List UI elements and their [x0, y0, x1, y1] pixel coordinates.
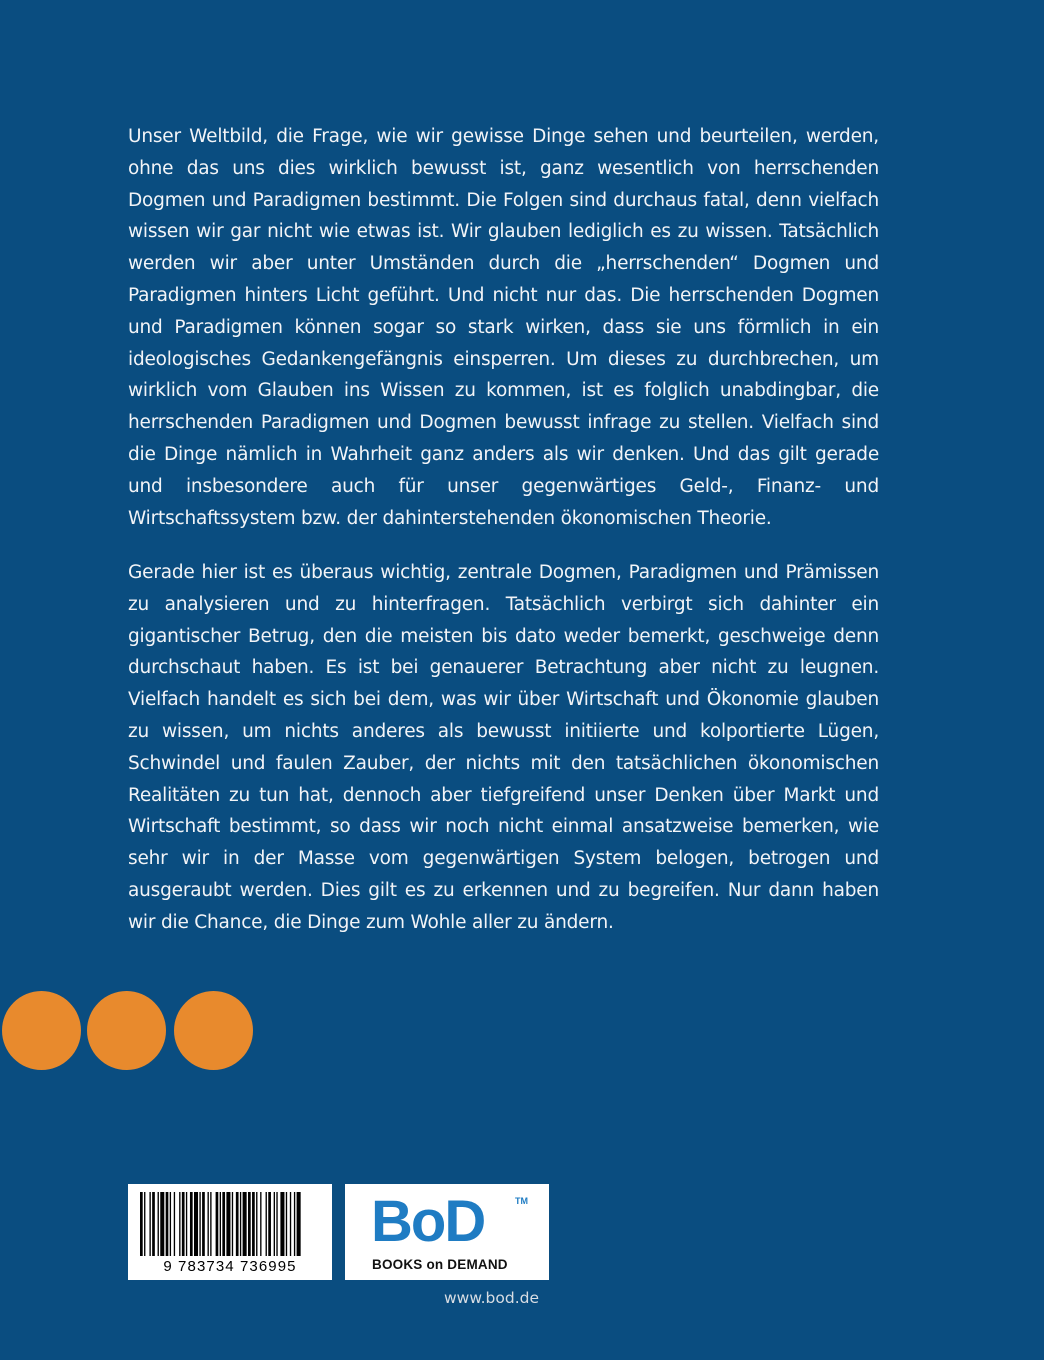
text-line: ohne das uns dies wirklich bewusst ist, ganz wesentlich von herrschenden: [128, 157, 879, 179]
text-line: gigantischer Betrug, den die meisten bis dato weder bemerkt, geschweige denn: [128, 625, 879, 647]
website-url: www.bod.de: [444, 1289, 539, 1307]
text-line: zu analysieren und zu hinterfragen. Tatsächlich verbirgt sich dahinter ein: [128, 593, 879, 615]
blurb-paragraph-1: [128, 121, 879, 534]
publisher-logo: [345, 1184, 549, 1280]
text-line: Wirtschaftssystem bzw. der dahinterstehenden ökonomischen Theorie.: [128, 507, 772, 529]
text-line: Realitäten zu tun hat, dennoch aber tiefgreifend unser Denken über Markt und: [128, 784, 879, 806]
logo-wordmark: BoD: [371, 1189, 485, 1254]
text-line: durchschaut haben. Es ist bei genauerer Betrachtung aber nicht zu leugnen.: [128, 657, 879, 679]
logo-trademark: TM: [515, 1196, 528, 1206]
text-line: und Paradigmen können sogar so stark wirken, dass sie uns förmlich in ein: [128, 316, 879, 338]
text-line: wir die Chance, die Dinge zum Wohle aller zu ändern.: [128, 911, 614, 933]
text-line: wissen wir gar nicht wie etwas ist. Wir glauben lediglich es zu wissen. Tatsächlich: [128, 221, 879, 243]
text-line: Dogmen und Paradigmen bestimmt. Die Folgen sind durchaus fatal, denn vielfach: [128, 189, 879, 211]
text-line: ideologisches Gedankengefängnis einsperren. Um dieses zu durchbrechen, um: [128, 348, 879, 370]
decorative-dot: [87, 991, 166, 1070]
decorative-dot: [2, 991, 81, 1070]
text-line: wirklich vom Glauben ins Wissen zu kommen, ist es folglich unabdingbar, die: [128, 380, 879, 402]
barcode-bars: [128, 1184, 332, 1258]
text-line: die Dinge nämlich in Wahrheit ganz anders als wir denken. Und das gilt gerade: [128, 443, 879, 465]
text-line: zu wissen, um nichts anderes als bewusst initiierte und kolportierte Lügen,: [128, 720, 879, 742]
text-line: ausgeraubt werden. Dies gilt es zu erkennen und zu begreifen. Nur dann haben: [128, 879, 879, 901]
isbn-digits: 9 783734 736995: [163, 1258, 297, 1275]
text-line: werden wir aber unter Umständen durch die „herrschenden“ Dogmen und: [128, 253, 879, 275]
text-line: Wirtschaft bestimmt, so dass wir noch nicht einmal ansatzweise bemerken, wie: [128, 816, 879, 838]
text-line: Schwindel und faulen Zauber, der nichts mit den tatsächlichen ökonomischen: [128, 752, 879, 774]
text-line: und insbesondere auch für unser gegenwärtiges Geld-, Finanz- und: [128, 475, 879, 497]
text-line: Vielfach handelt es sich bei dem, was wir über Wirtschaft und Ökonomie glauben: [128, 689, 879, 711]
text-line: Unser Weltbild, die Frage, wie wir gewisse Dinge sehen und beurteilen, werden,: [128, 126, 879, 147]
text-line: Paradigmen hinters Licht geführt. Und nicht nur das. Die herrschenden Dogmen: [128, 284, 879, 306]
text-line: Gerade hier ist es überaus wichtig, zentrale Dogmen, Paradigmen und Prämissen: [128, 562, 879, 583]
isbn-barcode: [128, 1184, 332, 1280]
blurb-paragraph-2: [128, 557, 879, 939]
text-line: herrschenden Paradigmen und Dogmen bewusst infrage zu stellen. Vielfach sind: [128, 412, 879, 434]
decorative-dot: [174, 991, 253, 1070]
logo-subtitle: BOOKS on DEMAND: [372, 1257, 508, 1272]
text-line: sehr wir in der Masse vom gegenwärtigen System belogen, betrogen und: [128, 848, 879, 870]
